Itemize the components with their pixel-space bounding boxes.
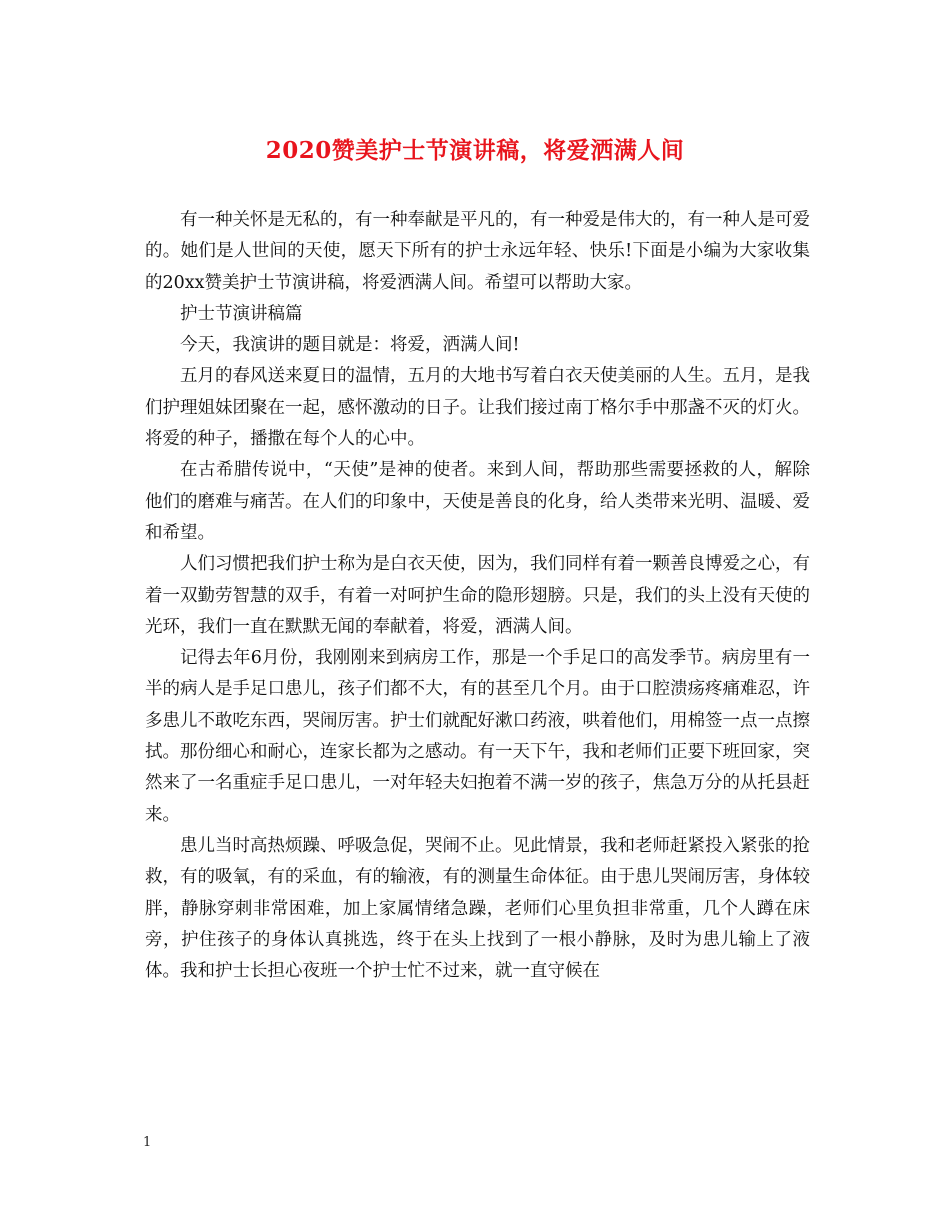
paragraph-section-heading: 护士节演讲稿篇 [180, 303, 303, 324]
document-title: 2020赞美护士节演讲稿，将爱洒满人间 [265, 137, 685, 164]
paragraph-speech-topic: 今天，我演讲的题目就是：将爱，洒满人间! [180, 335, 520, 356]
paragraph-last-june: 记得去年6月份，我刚刚来到病房工作，那是一个手足口的高发季节。病房里有一半的病人是手足口患儿，孩子们都不大，有的甚至几个月。由于口腔溃疡疼痛难忍，许多患儿不敢吃东西，哭闹厉害。护士们就配好漱口药液，哄着他们，用棉签一点一点擦拭。那份细心和耐心，连家长都为之感动。有一天下午，我和老师们正要下班回家，突然来了一名重症手足口患儿，一对年轻夫妇抱着不满一岁的孩子，焦急万分的从托县赶来。 [145, 648, 810, 825]
paragraph-intro: 有一种关怀是无私的，有一种奉献是平凡的，有一种爱是伟大的，有一种人是可爱的。她们是人世间的天使，愿天下所有的护士永远年轻、快乐!下面是小编为大家收集的20xx赞美护士节演讲稿，将爱洒满人间。希望可以帮助大家。 [145, 210, 810, 293]
paragraph-may-spring: 五月的春风送来夏日的温情，五月的大地书写着白衣天使美丽的人生。五月，是我们护理姐妹团聚在一起，感怀激动的日子。让我们接过南丁格尔手中那盏不灭的灯火。将爱的种子，播撒在每个人的心中。 [145, 366, 810, 450]
page-number: 1 [143, 1135, 152, 1150]
paragraph-white-angels: 人们习惯把我们护士称为是白衣天使，因为，我们同样有着一颗善良博爱之心，有着一双勤劳智慧的双手，有着一对呵护生命的隐形翅膀。只是，我们的头上没有天使的光环，我们一直在默默无闻的奉献着，将爱，洒满人间。 [145, 554, 810, 637]
paragraph-angel-legend: 在古希腊传说中，“天使”是神的使者。来到人间，帮助那些需要拯救的人，解除他们的磨难与痛苦。在人们的印象中，天使是善良的化身，给人类带来光明、温暖、爱和希望。 [145, 460, 810, 543]
document-body [145, 205, 810, 987]
paragraph-rescue: 患儿当时高热烦躁、呼吸急促，哭闹不止。见此情景，我和老师赶紧投入紧张的抢救，有的吸氧，有的采血，有的输液，有的测量生命体征。由于患儿哭闹厉害，身体较胖，静脉穿刺非常困难，加上家属情绪急躁，老师们心里负担非常重，几个人蹲在床旁，护住孩子的身体认真挑选，终于在头上找到了一根小静脉，及时为患儿输上了液体。我和护士长担心夜班一个护士忙不过来，就一直守候在 [145, 835, 810, 982]
